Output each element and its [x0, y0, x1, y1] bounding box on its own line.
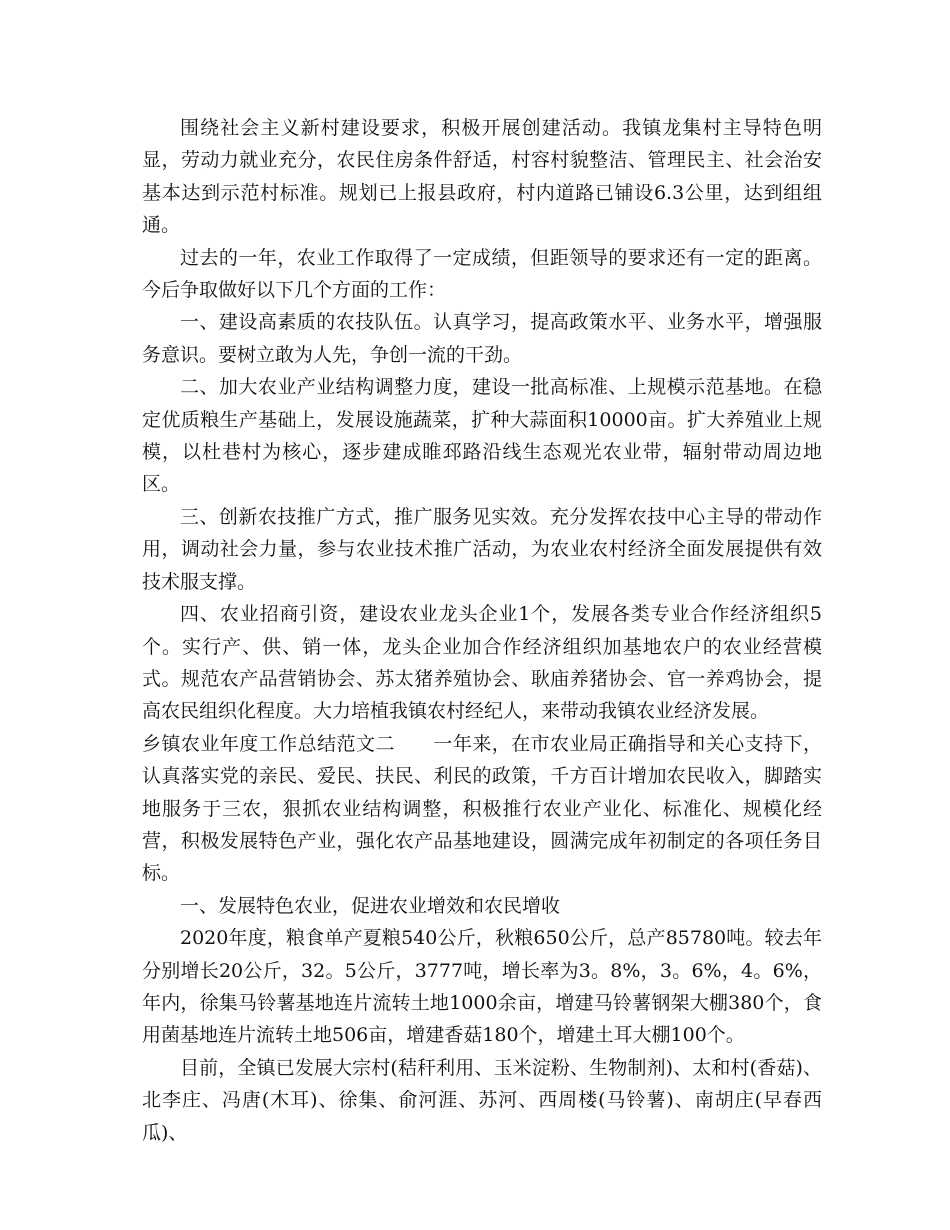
section-paragraph [142, 728, 822, 890]
document-page [142, 112, 822, 1149]
section-heading: 乡镇农业年度工作总结范文二 [142, 732, 395, 755]
paragraph-special-agriculture: 一、发展特色农业，促进农业增效和农民增收 [180, 894, 561, 917]
paragraph-past-year: 过去的一年，农业工作取得了一定成绩，但距领导的要求还有一定的距离。今后争取做好以下几个方面的工作： [142, 246, 822, 302]
paragraph-item-4: 四、农业招商引资，建设农业龙头企业1个，发展各类专业合作经济组织5个。实行产、供、销一体，龙头企业加合作经济组织加基地农户的农业经营模式。规范农产品营销协会、苏太猪养殖协会、耿庙养猪协会、官一养鸡协会，提高农民组织化程度。大力培植我镇农村经纪人，来带动我镇农业经济发展。 [142, 603, 822, 723]
paragraph-item-3: 三、创新农技推广方式，推广服务见实效。充分发挥农技中心主导的带动作用，调动社会力量，参与农业技术推广活动，为农业农村经济全面发展提供有效技术服支撑。 [142, 505, 822, 593]
paragraph-item-2: 二、加大农业产业结构调整力度，建设一批高标准、上规模示范基地。在稳定优质粮生产基础上，发展设施蔬菜，扩种大蒜面积10000亩。扩大养殖业上规模，以杜巷村为核心，逐步建成睢邳路沿线生态观光农业带，辐射带动周边地区。 [142, 376, 822, 496]
paragraph-new-village: 围绕社会主义新村建设要求，积极开展创建活动。我镇龙集村主导特色明显，劳动力就业充分，农民住房条件舒适，村容村貌整洁、管理民主、社会治安基本达到示范村标准。规划已上报县政府，村内道路已铺设6.3公里，达到组组通。 [142, 117, 822, 237]
section-lead: 一年来，在市农业局正确指导和关心支持下，认真落实党的亲民、爱民、扶民、利民的政策，千方百计增加农民收入，脚踏实地服务于三农，狠抓农业结构调整，积极推行农业产业化、标准化、规模化经营，积极发展特色产业，强化农产品基地建设，圆满完成年初制定的各项任务目标。 [142, 732, 822, 885]
paragraph-grain-output: 2020年度，粮食单产夏粮540公斤，秋粮650公斤，总产85780吨。较去年分别增长20公斤，32。5公斤，3777吨，增长率为3。8%，3。6%，4。6%，年内，徐集马铃薯基地连片流转土地1000余亩，增建马铃薯钢架大棚380个，食用菌基地连片流转土地506亩，增建香菇180个，增建土耳大棚100个。 [142, 927, 822, 1047]
paragraph-current-villages: 目前，全镇已发展大宗村(秸秆利用、玉米淀粉、生物制剂)、太和村(香菇)、北李庄、冯唐(木耳)、徐集、俞河涯、苏河、西周楼(马铃薯)、南胡庄(早春西瓜)、 [142, 1056, 822, 1144]
paragraph-item-1: 一、建设高素质的农技队伍。认真学习，提高政策水平、业务水平，增强服务意识。要树立敢为人先，争创一流的干劲。 [142, 311, 822, 366]
